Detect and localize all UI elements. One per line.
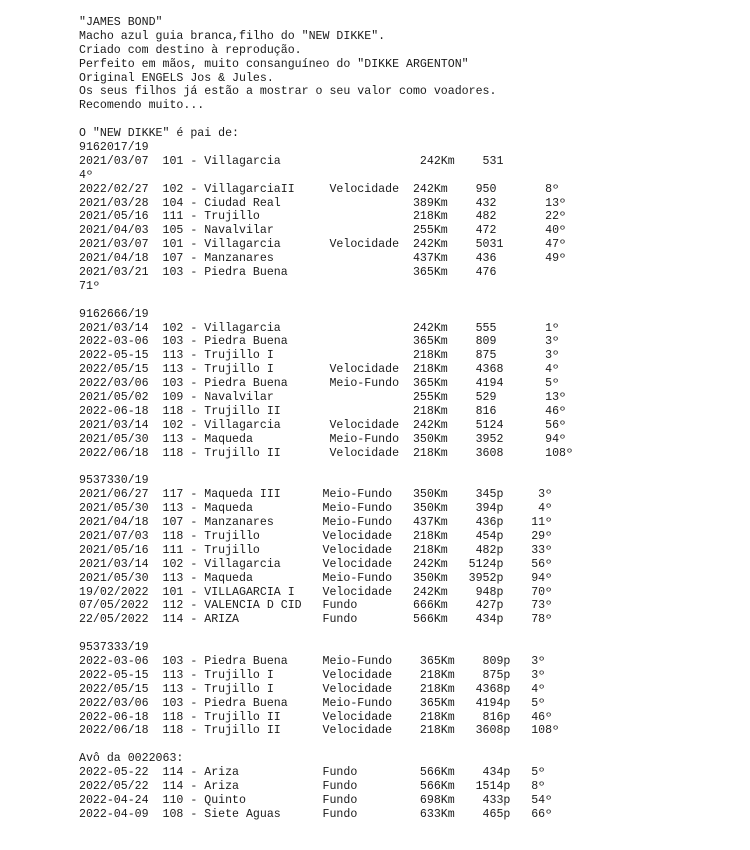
text-line: 2021/05/30 113 - Maqueda Meio-Fundo 350Km 3952p 94º [79, 571, 553, 585]
text-line: "JAMES BOND" [79, 16, 163, 29]
text-line: 2021/03/14 102 - Villagarcia Velocidade 242Km 5124 56º [79, 418, 567, 432]
text-line: Criado com destino à reprodução. [79, 43, 302, 57]
text-line: 2021/05/16 111 - Trujillo 218Km 482 22º [79, 210, 567, 224]
text-line: 2022-03-06 103 - Piedra Buena 365Km 809 3º [79, 335, 560, 349]
text-line: 2021/04/18 107 - Manzanares Meio-Fundo 437Km 436p 11º [79, 516, 553, 530]
text-line: 22/05/2022 114 - ARIZA Fundo 566Km 434p 78º [79, 613, 553, 627]
text-line: 2021/05/02 109 - Navalvilar 255Km 529 13º [79, 391, 567, 405]
text-line: 2022-06-18 118 - Trujillo II 218Km 816 46º [79, 404, 567, 418]
text-line: 9537330/19 [79, 474, 149, 488]
text-line: 2021/05/30 113 - Maqueda Meio-Fundo 350Km 394p 4º [79, 502, 553, 516]
text-line: 2022-05-15 113 - Trujillo I 218Km 875 3º [79, 349, 560, 363]
text-line: 2021/03/07 101 - Villagarcia Velocidade 242Km 5031 47º [79, 238, 567, 252]
blank-line [79, 738, 573, 752]
text-line: 2021/03/14 102 - Villagarcia 242Km 555 1º [79, 321, 560, 335]
blank-line [79, 113, 573, 127]
text-line: Recomendo muito... [79, 99, 205, 113]
text-line: 2021/03/14 102 - Villagarcia Velocidade 242Km 5124p 56º [79, 557, 553, 571]
text-line: 2022-05-15 113 - Trujillo I Velocidade 218Km 875p 3º [79, 668, 546, 682]
text-line: 9537333/19 [79, 641, 149, 655]
text-line: 4º [79, 168, 93, 182]
text-line: 2022/06/18 118 - Trujillo II Velocidade 218Km 3608p 108º [79, 724, 560, 738]
text-line: 2022-03-06 103 - Piedra Buena Meio-Fundo 365Km 809p 3º [79, 654, 546, 668]
text-line: 2022/05/15 113 - Trujillo I Velocidade 218Km 4368 4º [79, 363, 560, 377]
text-line: 19/02/2022 101 - VILLAGARCIA I Velocidade 242Km 948p 70º [79, 585, 553, 599]
blank-line [79, 294, 573, 308]
text-line: 2021/04/18 107 - Manzanares 437Km 436 49º [79, 252, 567, 266]
text-line: Os seus filhos já estão a mostrar o seu valor como voadores. [79, 85, 497, 99]
blank-line [79, 627, 573, 641]
text-line: Perfeito em mãos, muito consanguíneo do "DIKKE ARGENTON" [79, 57, 469, 71]
text-line: 2022-04-09 108 - Siete Aguas Fundo 633Km 465p 66º [79, 807, 553, 821]
text-line: 2022/03/06 103 - Piedra Buena Meio-Fundo 365Km 4194 5º [79, 377, 560, 391]
text-line: 2022/05/15 113 - Trujillo I Velocidade 218Km 4368p 4º [79, 682, 546, 696]
text-line: 2022/06/18 118 - Trujillo II Velocidade 218Km 3608 108º [79, 446, 573, 460]
text-line: O "NEW DIKKE" é pai de: [79, 127, 240, 141]
text-line: 2021/05/16 111 - Trujillo Velocidade 218Km 482p 33º [79, 543, 553, 557]
text-line: 2021/04/03 105 - Navalvilar 255Km 472 40º [79, 224, 567, 238]
text-line: 2022/02/27 102 - VillagarciaII Velocidade 242Km 950 8º [79, 182, 560, 196]
text-line: 2021/03/21 103 - Piedra Buena 365Km 476 [79, 266, 497, 280]
text-line: 2021/07/03 118 - Trujillo Velocidade 218Km 454p 29º [79, 529, 553, 543]
text-line: 2022/05/22 114 - Ariza Fundo 566Km 1514p 8º [79, 779, 546, 793]
text-line: 2021/03/07 101 - Villagarcia 242Km 531 [79, 154, 504, 168]
text-line: 2021/03/28 104 - Ciudad Real 389Km 432 13º [79, 196, 567, 210]
text-line: Avô da 0022063: [79, 752, 184, 766]
text-line: 2021/05/30 113 - Maqueda Meio-Fundo 350Km 3952 94º [79, 432, 567, 446]
text-line: 2022/03/06 103 - Piedra Buena Meio-Fundo 365Km 4194p 5º [79, 696, 546, 710]
text-line: 2021/06/27 117 - Maqueda III Meio-Fundo 350Km 345p 3º [79, 488, 553, 502]
document-text [79, 16, 573, 822]
text-line: 71º [79, 279, 100, 293]
text-line: 2022-04-24 110 - Quinto Fundo 698Km 433p 54º [79, 793, 553, 807]
text-line: 2022-06-18 118 - Trujillo II Velocidade 218Km 816p 46º [79, 710, 553, 724]
text-line: Original ENGELS Jos & Jules. [79, 71, 274, 85]
text-line: Macho azul guia branca,filho do "NEW DIKKE". [79, 29, 386, 43]
text-line: 9162017/19 [79, 141, 149, 155]
text-line: 07/05/2022 112 - VALENCIA D CID Fundo 666Km 427p 73º [79, 599, 553, 613]
text-line: 2022-05-22 114 - Ariza Fundo 566Km 434p 5º [79, 766, 546, 780]
blank-line [79, 461, 573, 475]
text-line: 9162666/19 [79, 307, 149, 321]
